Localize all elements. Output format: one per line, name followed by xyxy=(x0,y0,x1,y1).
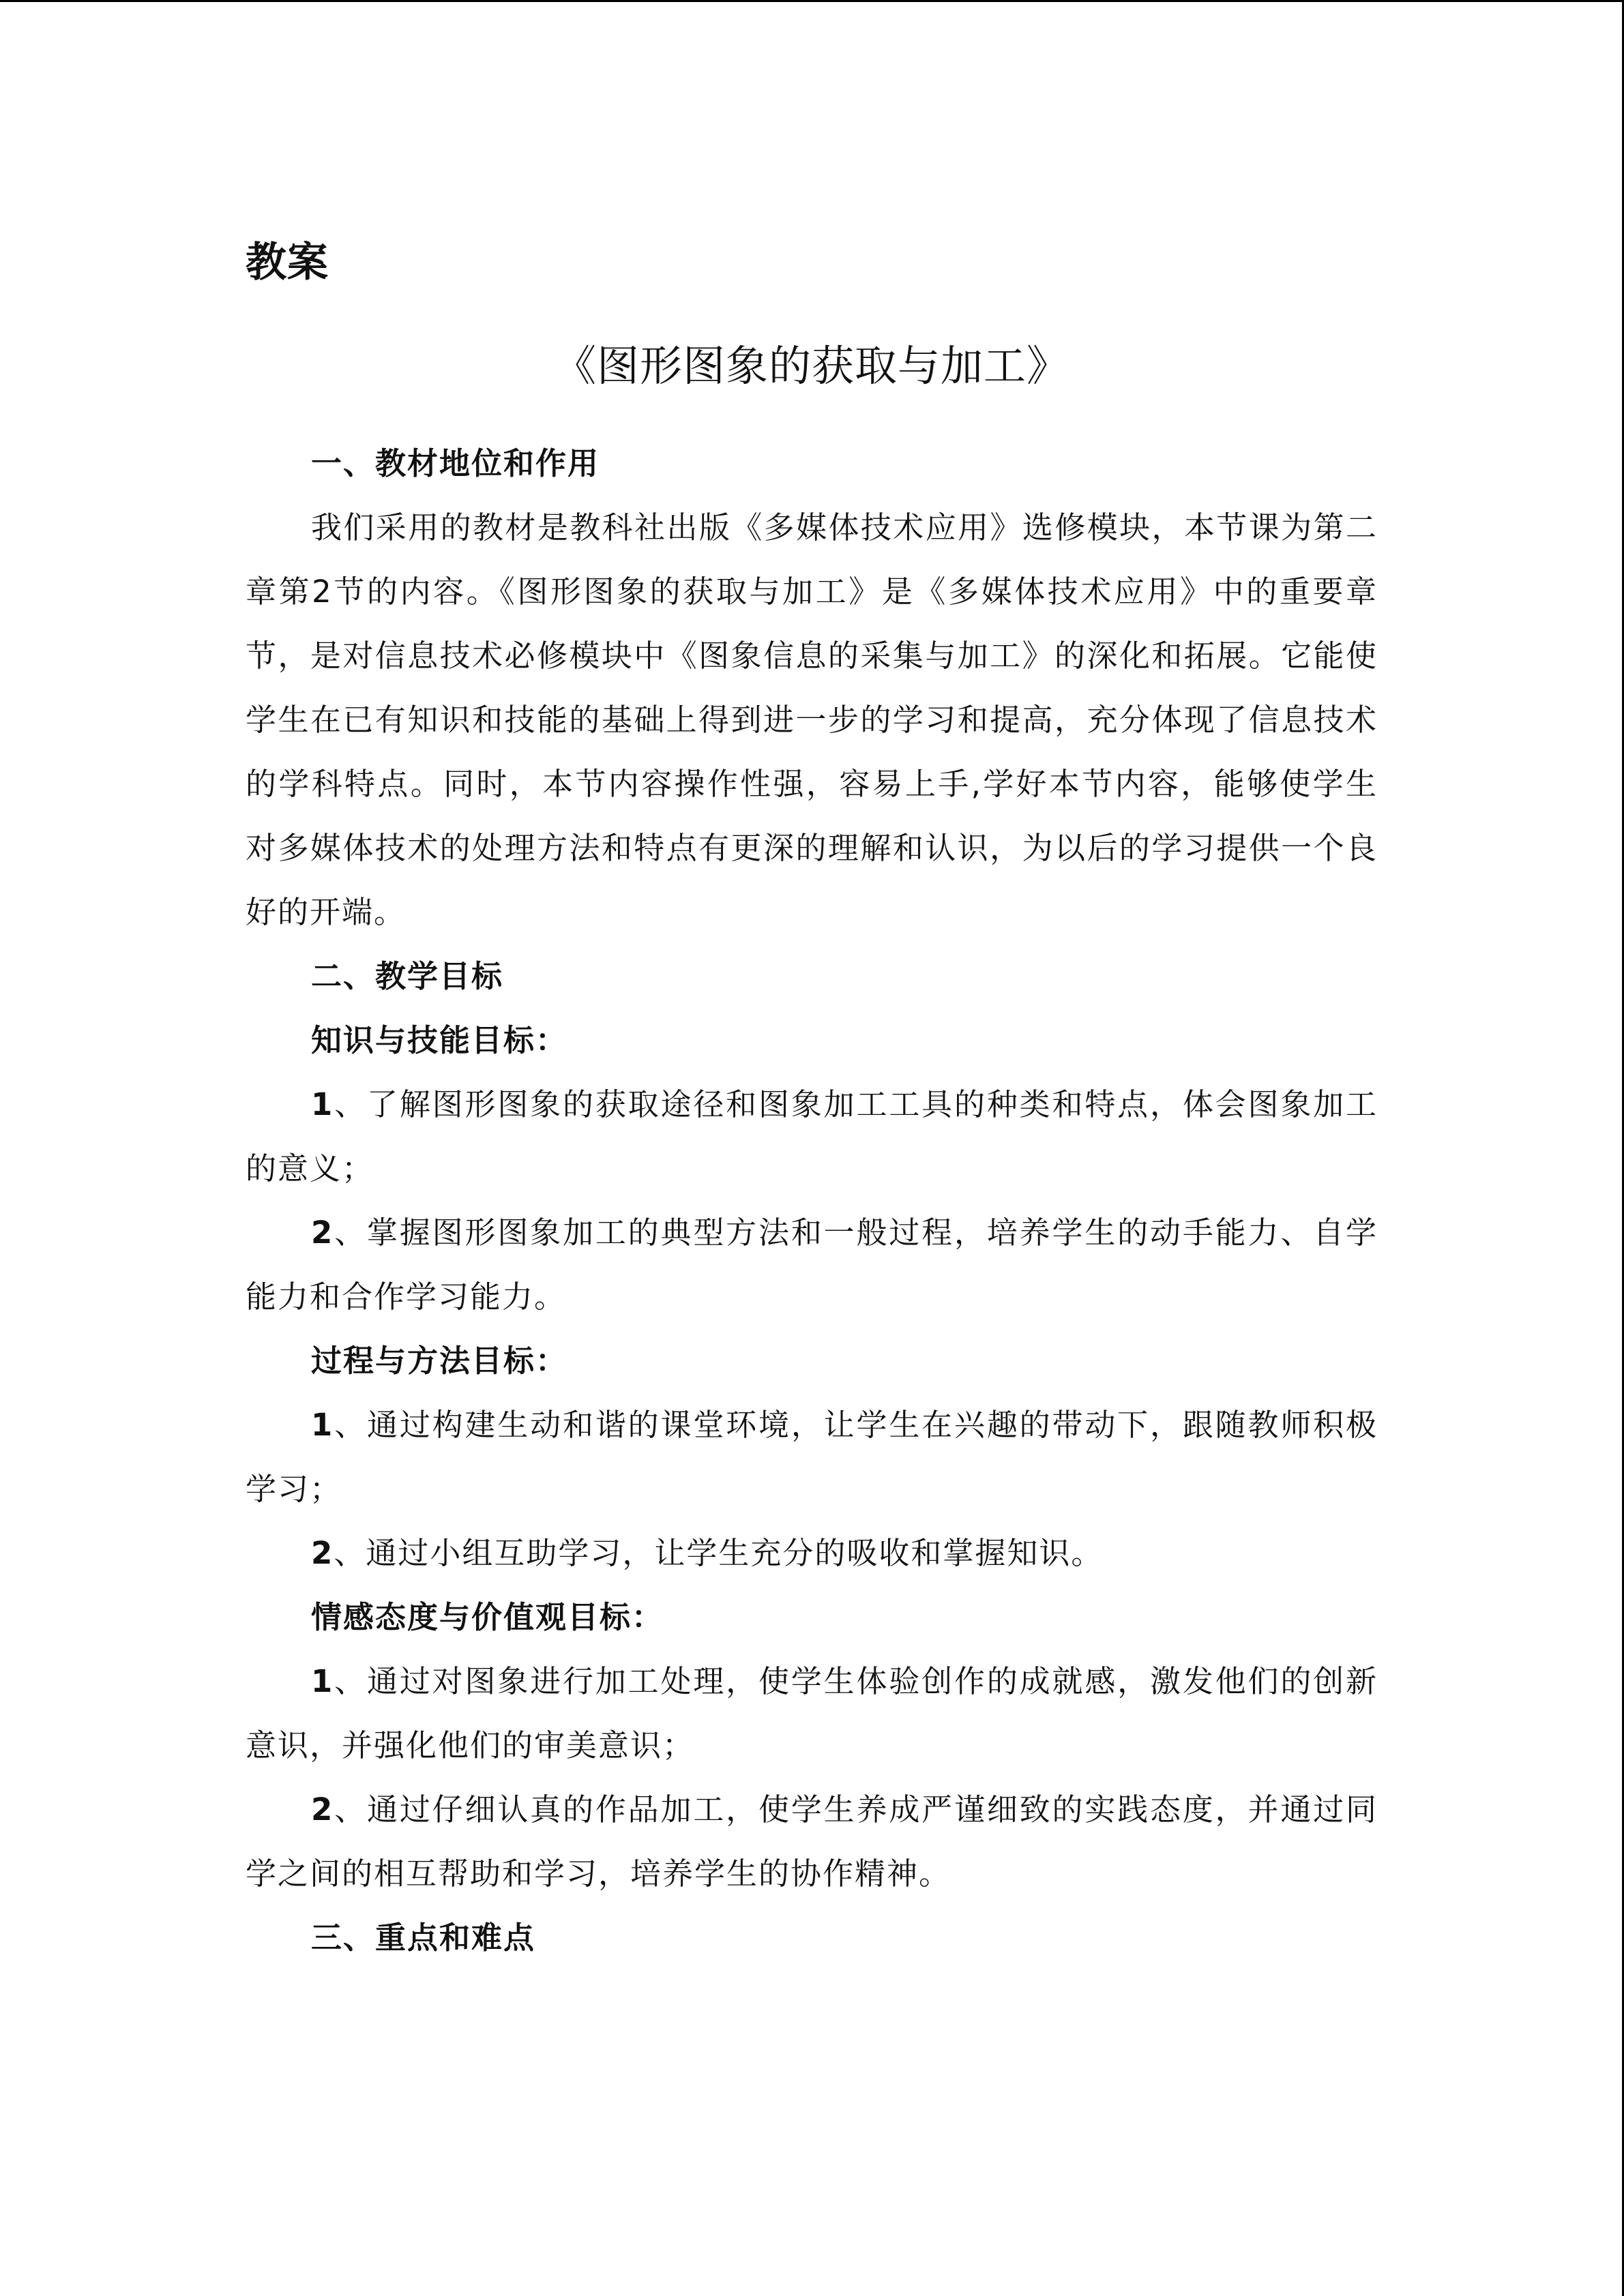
document-label: 教案 xyxy=(246,239,329,286)
process-goals-heading: 过程与方法目标： xyxy=(311,1343,568,1379)
item-text: 、通过构建生动和谐的课堂环境，让学生在兴趣的带动下，跟随教师积极学习； xyxy=(246,1407,1378,1507)
item-text: 、通过仔细认真的作品加工，使学生养成严谨细致的实践态度，并通过同学之间的相互帮助和学习，培养学生的协作精神。 xyxy=(246,1791,1378,1892)
item-text: 、通过小组互助学习，让学生充分的吸收和掌握知识。 xyxy=(334,1535,1104,1571)
item-text: 、了解图形图象的获取途径和图象加工工具的种类和特点，体会图象加工的意义； xyxy=(246,1086,1378,1187)
knowledge-goal-item xyxy=(246,1073,1378,1201)
page-border-top xyxy=(0,0,1624,2)
item-number: 2 xyxy=(311,1535,334,1571)
process-goal-item xyxy=(246,1393,1378,1521)
knowledge-goals-heading: 知识与技能目标： xyxy=(311,1022,568,1058)
item-number: 1 xyxy=(311,1407,334,1443)
document-title: 《图形图象的获取与加工》 xyxy=(553,341,1069,391)
knowledge-goal-item xyxy=(246,1201,1378,1329)
section-1-paragraph: 我们采用的教材是教科社出版《多媒体技术应用》选修模块，本节课为第二章第2节的内容。《图形图象的获取与加工》是《多媒体技术应用》中的重要章节，是对信息技术必修模块中《图象信息的采集与加工》的深化和拓展。它能使学生在已有知识和技能的基础上得到进一步的学习和提高，充分体现了信息技术的学科特点。同时，本节内容操作性强，容易上手,学好本节内容，能够使学生对多媒体技术的处理方法和特点有更深的理解和认识，为以后的学习提供一个良好的开端。 xyxy=(246,509,1378,930)
item-number: 2 xyxy=(311,1214,334,1251)
emotion-goal-item xyxy=(246,1778,1378,1906)
process-goal-item xyxy=(246,1521,1378,1585)
item-text: 、掌握图形图象加工的典型方法和一般过程，培养学生的动手能力、自学能力和合作学习能力。 xyxy=(246,1214,1378,1315)
item-number: 1 xyxy=(311,1663,334,1699)
emotion-goals-heading: 情感态度与价值观目标： xyxy=(311,1599,664,1635)
emotion-goal-item xyxy=(246,1650,1378,1778)
section-heading-2: 二、教学目标 xyxy=(311,958,504,994)
section-heading-3: 三、重点和难点 xyxy=(311,1920,536,1956)
document-body xyxy=(246,432,1378,1970)
item-number: 2 xyxy=(311,1791,334,1828)
item-text: 、通过对图象进行加工处理，使学生体验创作的成就感，激发他们的创新意识，并强化他们的审美意识； xyxy=(246,1663,1378,1763)
section-heading-1: 一、教材地位和作用 xyxy=(311,445,600,481)
item-number: 1 xyxy=(311,1086,334,1122)
